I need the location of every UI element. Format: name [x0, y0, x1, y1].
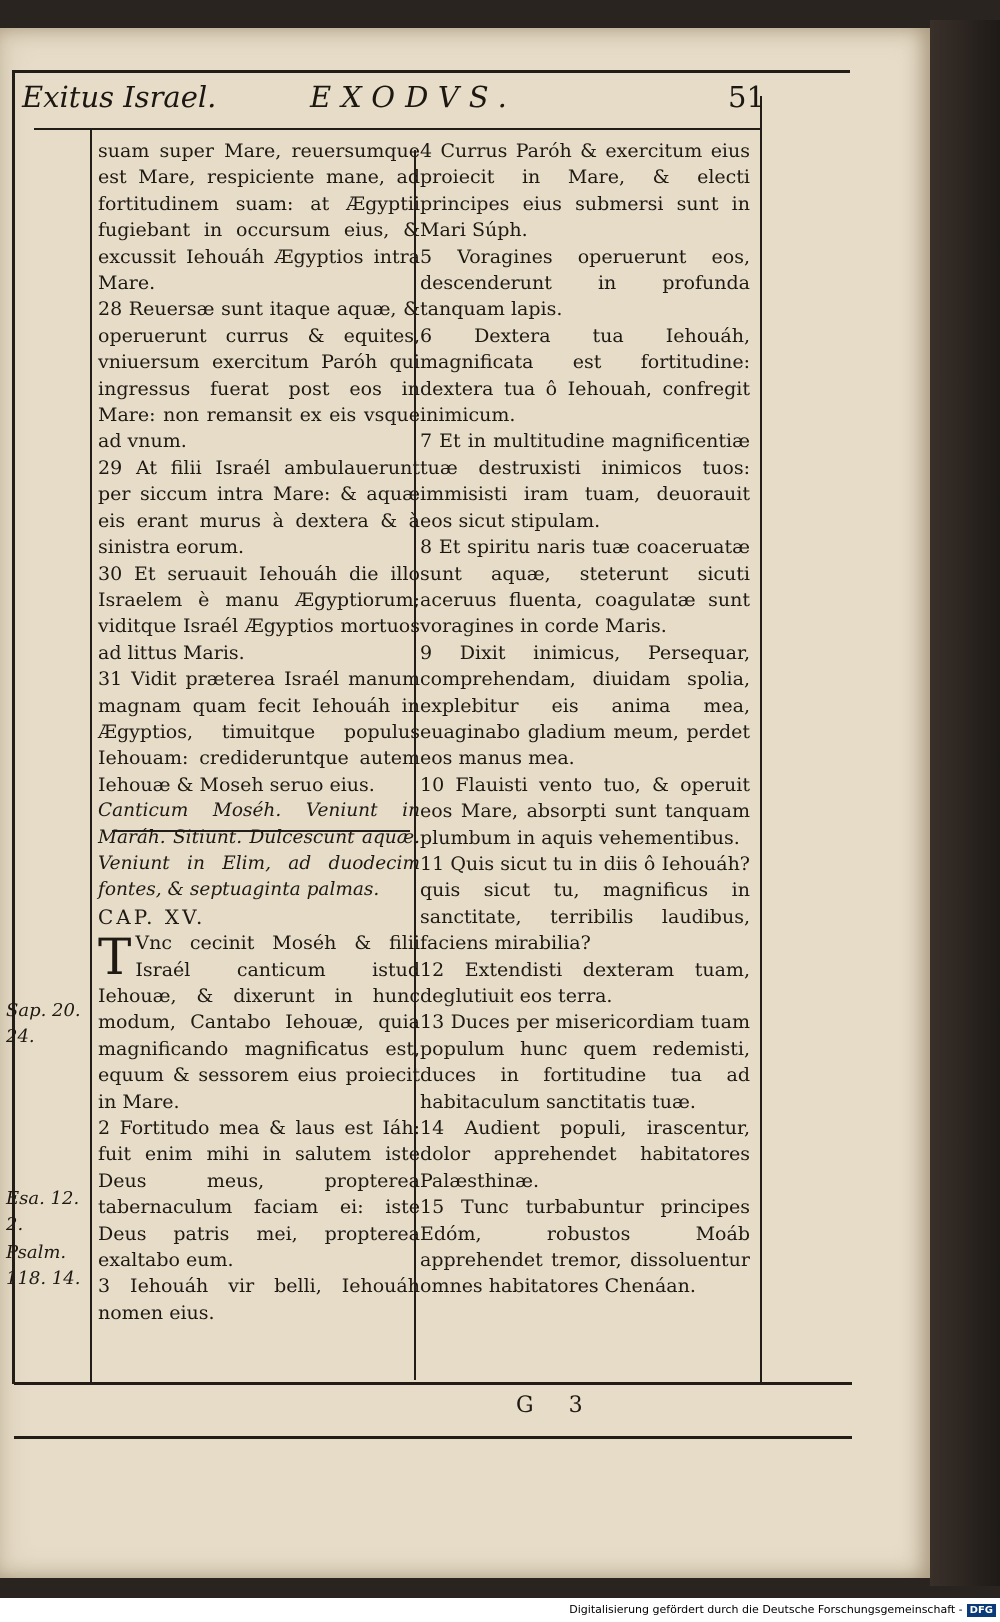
margin-note-esa: Esa. 12. 2.	[6, 1188, 80, 1236]
chapter-summary: Canticum Moséh. Veniunt in Maráh. Sitiunt. Dulcescunt aquæ. Veniunt in Elim, ad duodecim fontes, & septuaginta palmas.	[98, 800, 420, 901]
verse-13: 13 Duces per misericordiam tuam populum hunc quem redemisti, duces in fortitudine tua ad habitaculum sanctitatis tuæ.	[420, 1011, 750, 1113]
digitization-footer	[0, 1598, 1000, 1622]
verse-3: 3 Iehouáh vir belli, Iehouáh nomen eius.	[98, 1275, 420, 1324]
right-border	[760, 96, 762, 1384]
verse-6: 6 Dextera tua Iehouáh, magnificata est fortitudine: dextera tua ô Iehouah, confregit inimicum.	[420, 324, 750, 427]
book-title: EXODVS.	[310, 80, 517, 114]
verse-12: 12 Extendisti dexteram tuam, deglutiuit eos terra.	[420, 958, 750, 1007]
signature-mark: G 3	[516, 1393, 597, 1418]
verse-31: 31 Vidit præterea Israél manum magnam quam fecit Iehouáh in Ægyptios, timuitque populus Iehouam: credideruntque autem Iehouæ & Moseh seruo eius.	[98, 668, 420, 796]
verse-29: 29 At filii Israél ambulauerunt per siccum intra Mare: & aquæ eis erant murus à dextera & à sinistra eorum.	[98, 456, 420, 559]
verse-8: 8 Et spiritu naris tuæ coaceruatæ sunt aquæ, steterunt sicuti aceruus fluenta, coagulatæ sunt voragines in corde Maris.	[420, 536, 750, 638]
bottom-rule-2	[14, 1436, 852, 1439]
left-column	[98, 138, 420, 1326]
left-column-border	[90, 128, 92, 1384]
verse-9: 9 Dixit inimicus, Persequar, comprehendam, diuidam spolia, explebitur eis anima mea, euaginabo gladium meum, perdet eos manus mea.	[420, 641, 750, 770]
chapter-opening	[98, 930, 420, 1115]
verse-10: 10 Flauisti vento tuo, & operuit eos Mare, absorpti sunt tanquam plumbum in aquis vehementibus.	[420, 773, 750, 849]
dfg-logo: DFG	[967, 1604, 996, 1617]
verse-15: 15 Tunc turbabuntur principes Edóm, robustos Moáb apprehendet tremor, dissoluentur omnes habitatores Chenáan.	[420, 1196, 750, 1298]
margin-note-psalm: Psalm. 118. 14.	[6, 1242, 81, 1290]
verse-11: 11 Quis sicut tu in diis ô Iehouáh? quis sicut tu, magnificus in sanctitate, terribilis laudibus, faciens mirabilia?	[420, 852, 750, 955]
top-rule	[14, 70, 850, 73]
right-column	[420, 138, 750, 1300]
running-title: Exitus Israel.	[22, 80, 217, 114]
verse-1: Vnc cecinit Moséh & filii Israél canticum istud Iehouæ, & dixerunt in hunc modum, Cantabo Iehouæ, quia magnificando magnificatus est, equum & sessorem eius proiecit in Mare.	[98, 932, 420, 1113]
header-rule	[34, 128, 762, 130]
verse-7: 7 Et in multitudine magnificentiæ tuæ destruxisti inimicos tuos: immisisti iram tuam, deuorauit eos sicut stipulam.	[420, 430, 750, 532]
chapter-heading: CAP. XV.	[98, 904, 206, 929]
page-edge	[930, 20, 1000, 1586]
verse-5: 5 Voragines operuerunt eos, descenderunt in profunda tanquam lapis.	[420, 245, 750, 321]
verse-30: 30 Et seruauit Iehouáh die illo Israelem è manu Ægyptiorum; viditque Israél Ægyptios mortuos ad littus Maris.	[98, 562, 420, 664]
folio-number: 51	[728, 80, 765, 114]
margin-note-sap: Sap. 20. 24.	[6, 1000, 81, 1048]
verse-text: suam super Mare, reuersumque est Mare, respiciente mane, ad fortitudinem suam: at Ægyptii fugiebant in occursum eius, & excussit Iehouáh Ægyptios intra Mare.	[98, 140, 420, 295]
verse-2: 2 Fortitudo mea & laus est Iáh: fuit enim mihi in salutem iste Deus meus, propterea tabernaculum faciam ei: iste Deus patris mei, propterea exaltabo eum.	[98, 1117, 420, 1272]
footer-credit: Digitalisierung gefördert durch die Deutsche Forschungsgemeinschaft -	[569, 1603, 963, 1616]
verse-14: 14 Audient populi, irascentur, dolor apprehendet habitatores Palæsthinæ.	[420, 1117, 750, 1192]
bottom-rule	[14, 1382, 852, 1385]
verse-4: 4 Currus Paróh & exercitum eius proiecit in Mare, & electi principes eius submersi sunt in Mari Súph.	[420, 140, 750, 242]
drop-capital: T	[98, 928, 132, 987]
verse-28: 28 Reuersæ sunt itaque aquæ, & operuerunt currus & equites, vniuersum exercitum Paróh qui ingressus fuerat post eos in Mare: non remansit ex eis vsque ad vnum.	[98, 298, 420, 453]
